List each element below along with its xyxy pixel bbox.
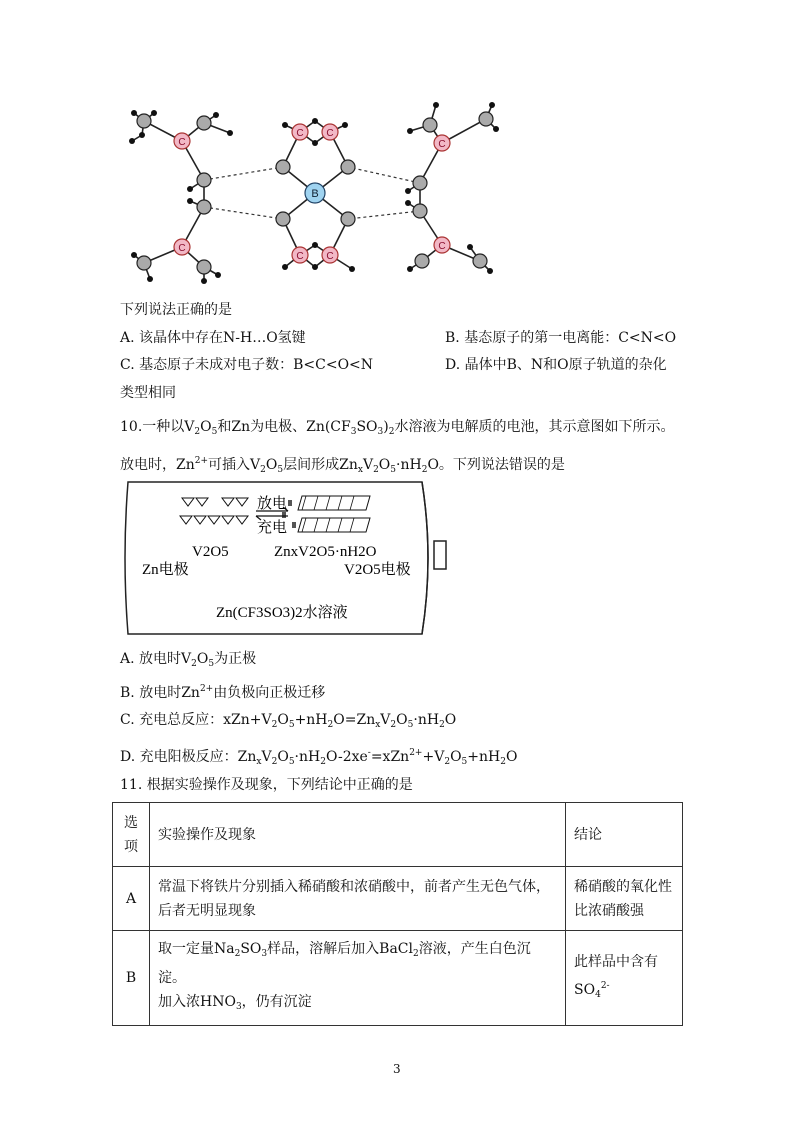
q10-option-c: C. 充电总反应：$xZn+V_2O_5+nH_2O=Zn_xV_2O_5\cdot nH_2O$ [120, 712, 457, 730]
q11-table [112, 802, 683, 1026]
header-conclusion: 结论 [566, 803, 683, 867]
carbon-label: C [438, 241, 446, 252]
q10-option-d: D. 充电阳极反应：$Zn_xV_2O_5\cdot nH_2O-2xe^-=xZn^{2+}+V_2O_5+nH_2O$ [120, 748, 518, 767]
table-header-row [113, 803, 683, 867]
carbon-label: C [296, 128, 304, 139]
carbon-label: C [326, 128, 334, 139]
carbon-label: C [296, 251, 304, 262]
header-option: 选项 [113, 803, 150, 867]
row-b-option: B [113, 931, 150, 1026]
boron-label: B [311, 188, 319, 200]
zn-electrode-label: Zn电极 [142, 562, 189, 578]
q9-option-d: D. 晶体中B、N和O原子轨道的杂化 [445, 357, 667, 373]
q10-stem-line2: 放电时，$Zn^{2+}$可插入$V_2O_5$层间形成$Zn_xV_2O_5\cdot nH_2O$。下列说法错误的是 [120, 456, 565, 475]
v2o5-label: V2O5 [192, 544, 229, 560]
charge-label: 充电 [256, 518, 288, 536]
row-b-operation: 取一定量$Na_2SO_3$样品，溶解后加入BaCl$_2$溶液，产生白色沉淀。 加入浓$HNO_3$，仍有沉淀 [150, 931, 566, 1026]
row-a-conclusion: 稀硝酸的氧化性 比浓硝酸强 [566, 867, 683, 931]
page-number: 3 [393, 1062, 401, 1076]
carbon-label: C [326, 251, 334, 262]
q11-prompt: 11. 根据实验操作及现象，下列结论中正确的是 [120, 777, 413, 793]
carbon-label: C [178, 137, 186, 148]
header-operation: 实验操作及现象 [150, 803, 566, 867]
crystal-structure-figure [120, 95, 500, 295]
q9-option-a: A. 该晶体中存在N-H…O氢键 [120, 330, 306, 346]
carbon-label: C [438, 139, 446, 150]
row-a-option: A [113, 867, 150, 931]
discharge-label: 放电 [256, 494, 288, 512]
carbon-label: C [178, 243, 186, 254]
q10-option-a: A. 放电时$V_2O_5$为正极 [120, 651, 257, 669]
znv2o5-label: ZnxV2O5·nH2O [274, 544, 377, 560]
q9-option-c: C. 基态原子未成对电子数：B<C<O<N [120, 357, 374, 373]
q10-option-b: B. 放电时$Zn^{2+}$由负极向正极迁移 [120, 684, 326, 701]
table-row [113, 867, 683, 931]
q9-option-b: B. 基态原子的第一电离能：C<N<O [445, 330, 677, 346]
q9-option-d-cont: 类型相同 [120, 385, 176, 401]
row-b-conclusion: 此样品中含有 $SO_4^{2-}$ [566, 931, 683, 1026]
row-a-operation: 常温下将铁片分别插入稀硝酸和浓硝酸中，前者产生无色气体， 后者无明显现象 [150, 867, 566, 931]
electrolyte-label: Zn(CF3SO3)2水溶液 [216, 605, 348, 621]
table-row [113, 931, 683, 1026]
q9-prompt: 下列说法正确的是 [120, 302, 232, 318]
battery-diagram [122, 478, 452, 640]
v2o5-electrode-label: V2O5电极 [344, 562, 411, 578]
q10-stem-line1: 10.一种以$V_2O_5$和Zn为电极、$Zn(CF_3SO_3)_2$水溶液为电解质的电池，其示意图如下所示。 [120, 419, 675, 437]
